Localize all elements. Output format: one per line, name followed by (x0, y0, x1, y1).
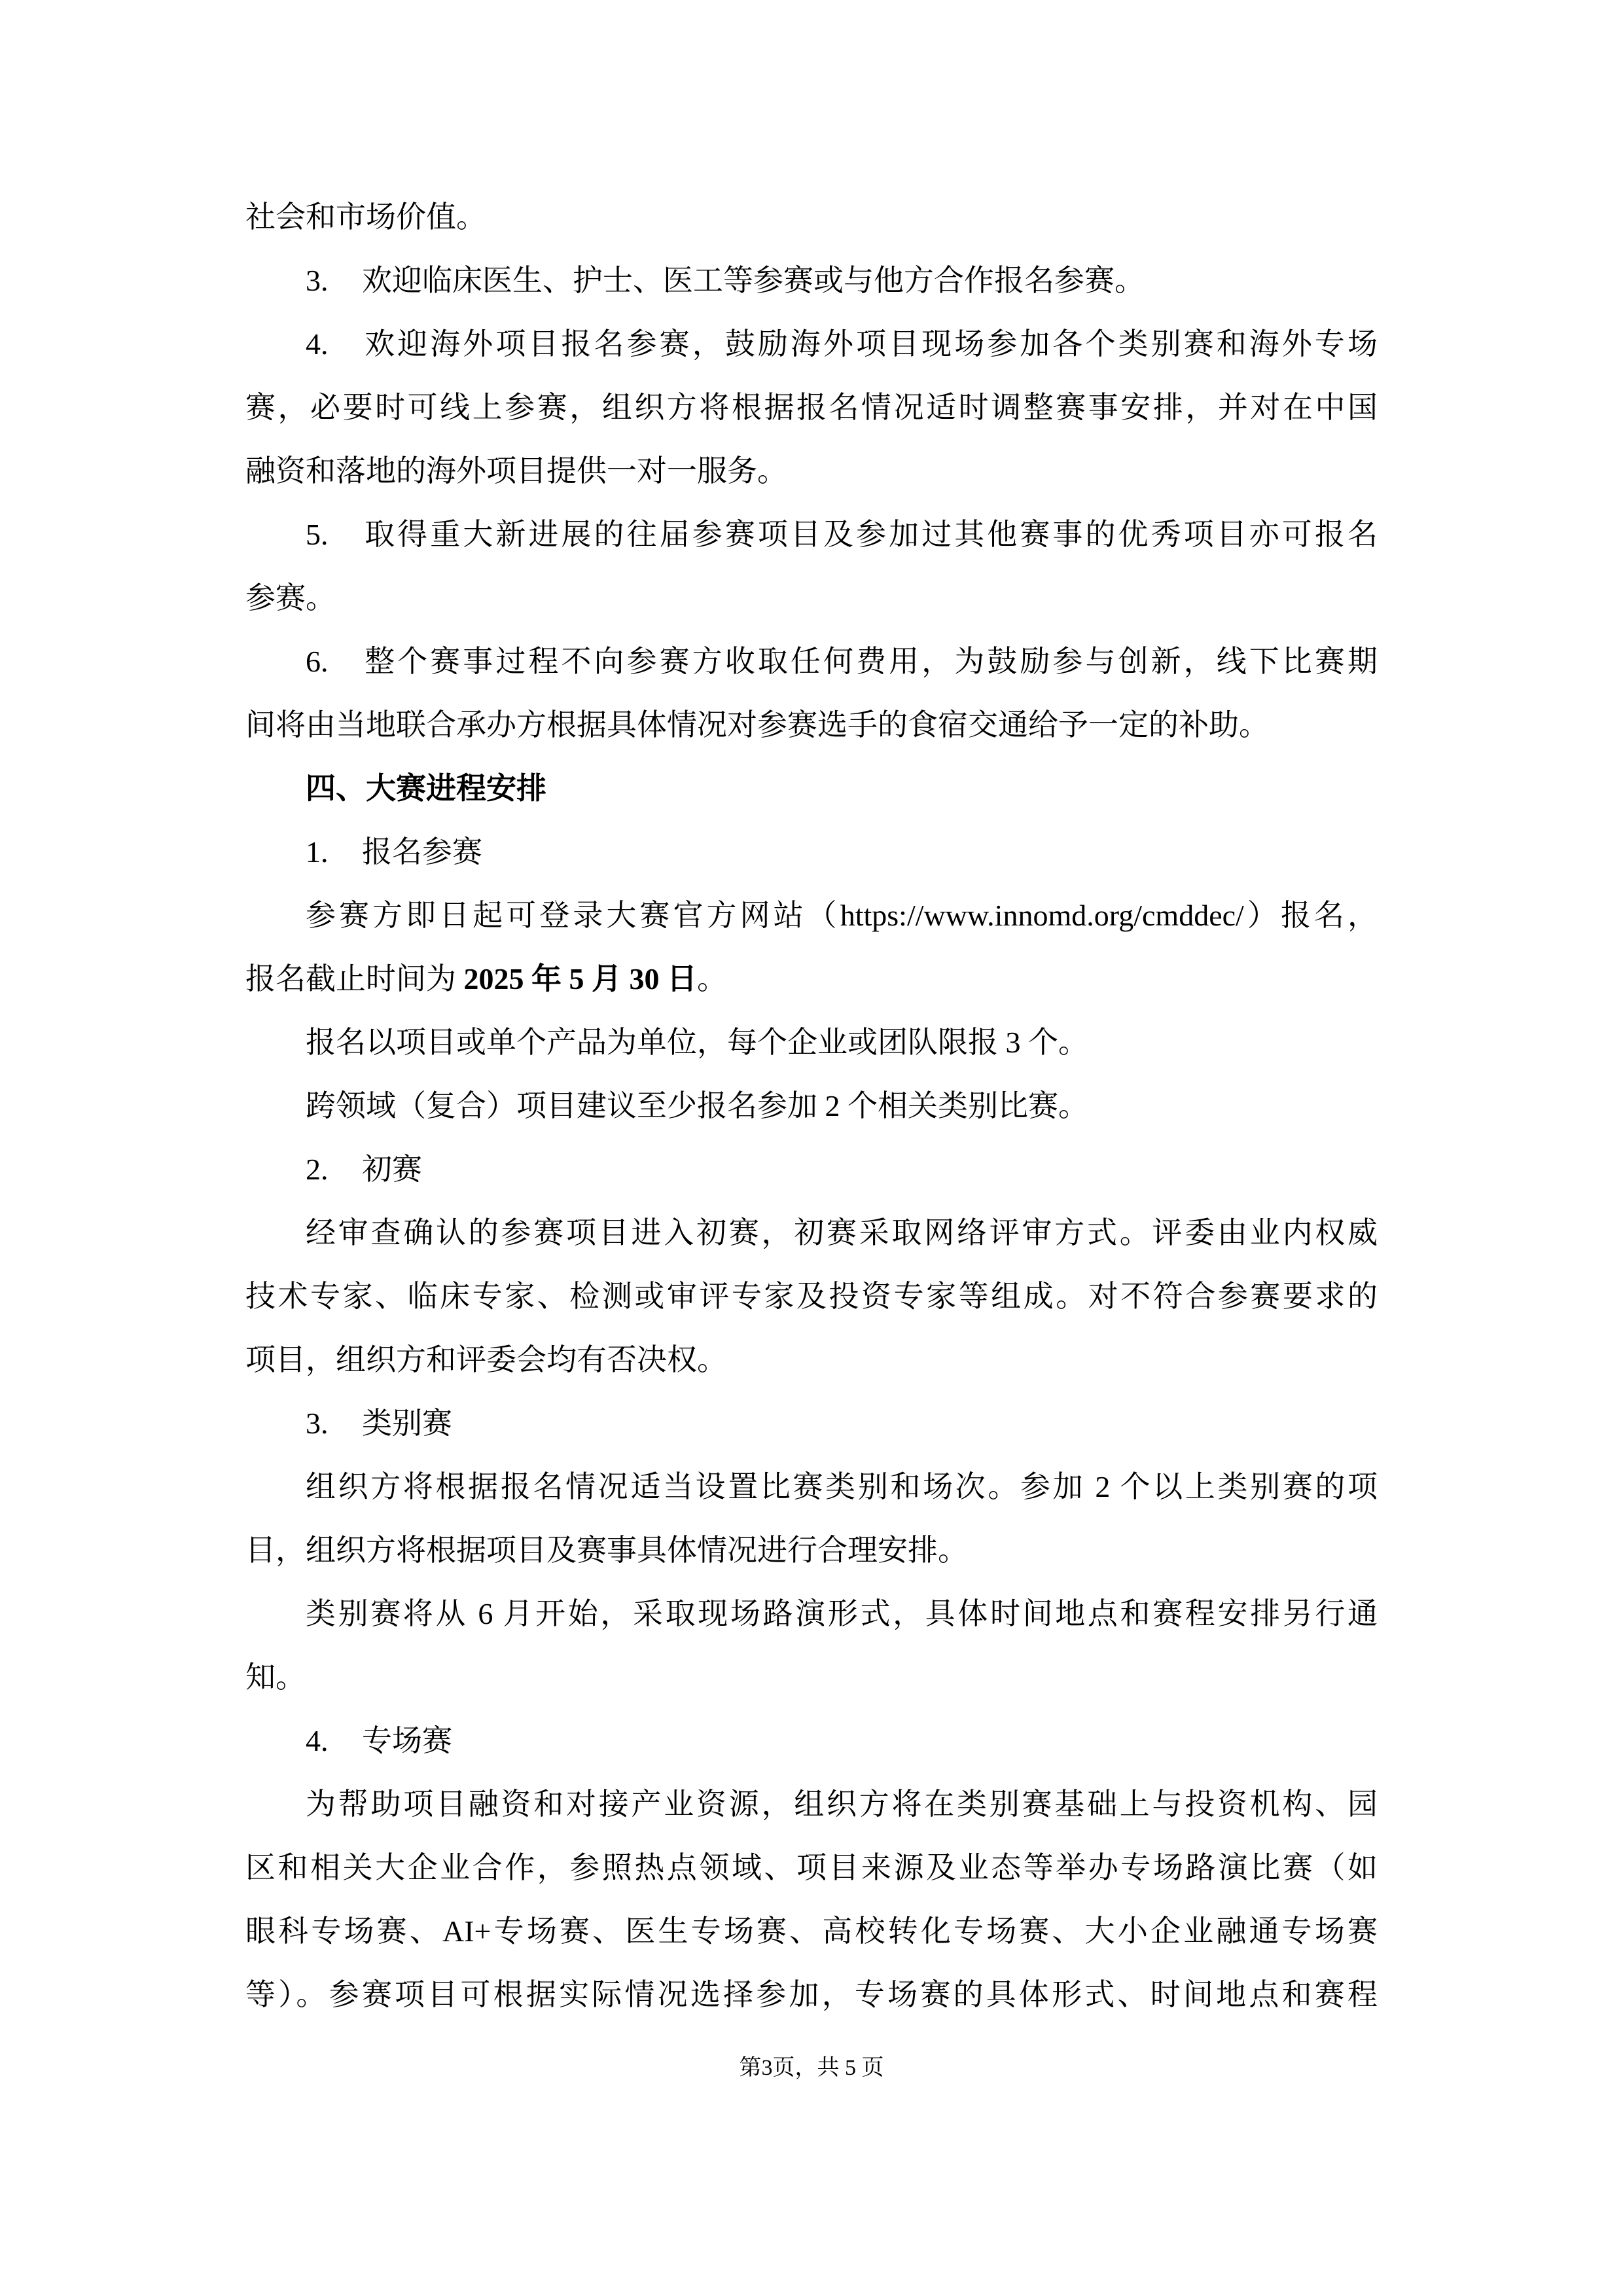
section-heading (245, 757, 1378, 820)
text-line (245, 1772, 1378, 1836)
text-segment: 。 (697, 962, 727, 996)
list-number: 3. (306, 264, 329, 297)
text-line (245, 503, 1378, 566)
text-line (245, 376, 1378, 439)
text-line (245, 312, 1378, 376)
emphasized-text: 2025 年 5 月 30 日 (463, 962, 697, 996)
text-line (245, 1138, 1378, 1201)
text-line (245, 185, 1378, 249)
text-line (245, 1518, 1378, 1582)
text-line (245, 947, 1378, 1011)
text-segment: 眼科专场赛、AI+专场赛、医生专场赛、高校转化专场赛、大小企业融通专场赛 (245, 1914, 1378, 1948)
page-number-text: 第3页，共 5 页 (739, 2056, 884, 2080)
text-segment: 参赛方即日起可登录大赛官方网站（https://www.innomd.org/cmddec/）报名， (306, 899, 1378, 932)
document-body (245, 185, 1378, 2026)
text-segment: 组织方将根据报名情况适当设置比赛类别和场次。参加 2 个以上类别赛的项 (306, 1470, 1378, 1503)
text-segment: 知。 (245, 1660, 306, 1694)
text-segment: 类别赛 (362, 1407, 452, 1440)
list-number: 6. (306, 645, 329, 678)
text-segment: 赛，必要时可线上参赛，组织方将根据报名情况适时调整赛事安排，并对在中国 (245, 391, 1378, 424)
text-line (245, 1645, 1378, 1709)
list-number: 3. (306, 1407, 329, 1440)
text-segment: 欢迎临床医生、护士、医工等参赛或与他方合作报名参赛。 (362, 264, 1145, 297)
text-segment: 欢迎海外项目报名参赛，鼓励海外项目现场参加各个类别赛和海外专场 (362, 327, 1378, 361)
page-footer (0, 2054, 1623, 2083)
text-line (245, 249, 1378, 312)
text-line (245, 1074, 1378, 1138)
text-segment: 四、大赛进程安排 (306, 771, 546, 805)
text-segment: 融资和落地的海外项目提供一对一服务。 (245, 454, 787, 488)
text-segment: 经审查确认的参赛项目进入初赛，初赛采取网络评审方式。评委由业内权威 (306, 1216, 1378, 1249)
text-segment: 区和相关大企业合作，参照热点领域、项目来源及业态等举办专场路演比赛（如 (245, 1851, 1378, 1884)
list-number: 4. (306, 327, 329, 361)
text-line (245, 566, 1378, 630)
text-line (245, 1963, 1378, 2026)
text-line (245, 884, 1378, 947)
text-segment: 项目，组织方和评委会均有否决权。 (245, 1343, 727, 1376)
text-line (245, 1011, 1378, 1074)
list-number: 1. (306, 835, 329, 869)
text-segment: 取得重大新进展的往届参赛项目及参加过其他赛事的优秀项目亦可报名 (362, 518, 1378, 551)
text-line (245, 439, 1378, 503)
text-segment: 等）。参赛项目可根据实际情况选择参加，专场赛的具体形式、时间地点和赛程 (245, 1978, 1378, 2011)
text-line (245, 1455, 1378, 1518)
text-segment: 类别赛将从 6 月开始，采取现场路演形式，具体时间地点和赛程安排另行通 (306, 1597, 1378, 1630)
text-line (245, 1582, 1378, 1645)
text-line (245, 820, 1378, 884)
text-segment: 跨领域（复合）项目建议至少报名参加 2 个相关类别比赛。 (306, 1089, 1088, 1122)
text-segment: 整个赛事过程不向参赛方收取任何费用，为鼓励参与创新，线下比赛期 (362, 645, 1378, 678)
text-segment: 技术专家、临床专家、检测或审评专家及投资专家等组成。对不符合参赛要求的 (245, 1280, 1378, 1313)
text-segment: 报名参赛 (362, 835, 482, 869)
text-line (245, 1709, 1378, 1772)
text-line (245, 1328, 1378, 1391)
list-number: 5. (306, 518, 329, 551)
list-number: 2. (306, 1153, 329, 1186)
list-number: 4. (306, 1724, 329, 1757)
text-line (245, 1265, 1378, 1328)
text-segment: 初赛 (362, 1153, 422, 1186)
text-segment: 间将由当地联合承办方根据具体情况对参赛选手的食宿交通给予一定的补助。 (245, 708, 1269, 742)
text-segment: 为帮助项目融资和对接产业资源，组织方将在类别赛基础上与投资机构、园 (306, 1787, 1378, 1821)
text-line (245, 1899, 1378, 1963)
text-segment: 目，组织方将根据项目及赛事具体情况进行合理安排。 (245, 1534, 968, 1567)
text-segment: 社会和市场价值。 (245, 200, 486, 234)
text-line (245, 1201, 1378, 1265)
text-segment: 报名以项目或单个产品为单位，每个企业或团队限报 3 个。 (306, 1026, 1088, 1059)
text-segment: 专场赛 (362, 1724, 452, 1757)
text-line (245, 1391, 1378, 1455)
text-segment: 参赛。 (245, 581, 336, 615)
text-segment: 报名截止时间为 (245, 962, 464, 996)
text-line (245, 630, 1378, 693)
text-line (245, 1836, 1378, 1899)
text-line (245, 693, 1378, 757)
